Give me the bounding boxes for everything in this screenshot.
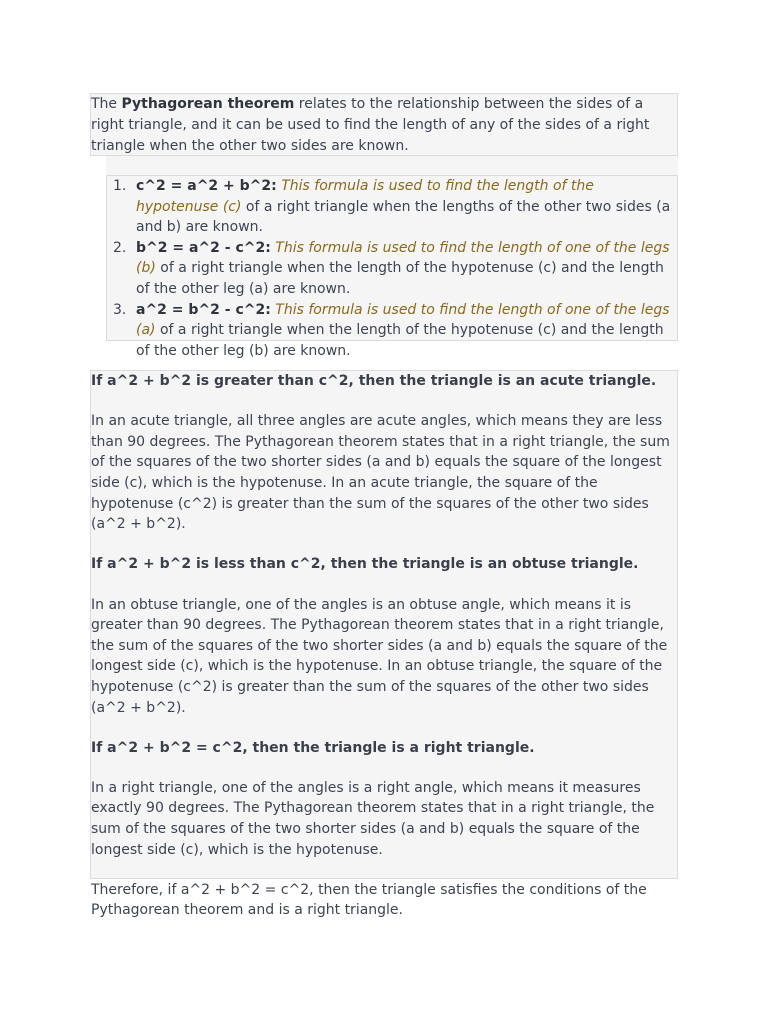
section-heading-right: If a^2 + b^2 = c^2, then the triangle is a right triangle.: [91, 739, 535, 756]
formula-emphasis: This formula is used to find the length of one of the legs (a): [136, 301, 670, 339]
formula-description: of a right triangle when the length of the hypotenuse (c) and the length of the other leg (a) are known.: [136, 260, 664, 297]
intro-lead: The: [91, 96, 122, 112]
explanation-block: [90, 370, 678, 919]
formula-number: 2.: [113, 239, 127, 256]
formula-list: [107, 176, 677, 361]
formula-expression: b^2 = a^2 - c^2:: [136, 239, 271, 256]
formula-description: of a right triangle when the lengths of the other two sides (a and b) are known.: [136, 198, 671, 236]
formula-list-block: [106, 175, 678, 359]
section-body-right: In a right triangle, one of the angles is a right angle, which means it measures exactly 90 degrees. The Pythagorean theorem states that in a right triangle, the sum of the squares of the two shorter sides (a and b) equals the square of the longest side (c), which is the hypotenuse.: [91, 779, 655, 858]
formula-expression: a^2 = b^2 - c^2:: [136, 301, 271, 318]
formula-number: 3.: [113, 301, 127, 318]
intro-term: Pythagorean theorem: [121, 96, 295, 112]
section-body-acute: In an acute triangle, all three angles are acute angles, which means they are less than 90 degrees. The Pythagorean theorem states that in a right triangle, the sum of the squares of the two shorter sides (a and b) equals the square of the longest side (c), which is the hypotenuse. In an acute triangle, the square of the hypotenuse (c^2) is greater than the sum of the squares of the other two sides (a^2 + b^2).: [91, 413, 670, 533]
formula-description: of a right triangle when the length of the hypotenuse (c) and the length of the other leg (b) are known.: [136, 322, 664, 359]
section-body-obtuse: In an obtuse triangle, one of the angles is an obtuse angle, which means it is greater than 90 degrees. The Pythagorean theorem states that in a right triangle, the sum of the squares of the two shorter sides (a and b) equals the square of the longest side (c), which is the hypotenuse. In an obtuse triangle, the square of the hypotenuse (c^2) is greater than the sum of the squares of the other two sides (a^2 + b^2).: [91, 596, 668, 716]
intro-block: [90, 93, 678, 156]
formula-item-2: [107, 238, 677, 300]
formula-item-3: [107, 300, 677, 362]
formula-number: 1.: [113, 178, 127, 194]
formula-item-1: [107, 176, 677, 238]
section-heading-acute: If a^2 + b^2 is greater than c^2, then the triangle is an acute triangle.: [91, 373, 657, 389]
divider-strip: [106, 156, 678, 176]
intro-paragraph: [91, 94, 675, 156]
formula-emphasis: This formula is used to find the length of the hypotenuse (c): [136, 178, 594, 215]
intro-rest: relates to the relationship between the sides of a right triangle, and it can be used to find the length of any of the sides of a right triangle when the other two sides are known.: [91, 96, 650, 154]
conclusion-paragraph: Therefore, if a^2 + b^2 = c^2, then the triangle satisfies the conditions of the Pythagorean theorem and is a right triangle.: [91, 881, 647, 919]
section-heading-obtuse: If a^2 + b^2 is less than c^2, then the triangle is an obtuse triangle.: [91, 556, 639, 573]
formula-expression: c^2 = a^2 + b^2:: [136, 178, 277, 194]
formula-emphasis: This formula is used to find the length of one of the legs (b): [136, 239, 670, 277]
